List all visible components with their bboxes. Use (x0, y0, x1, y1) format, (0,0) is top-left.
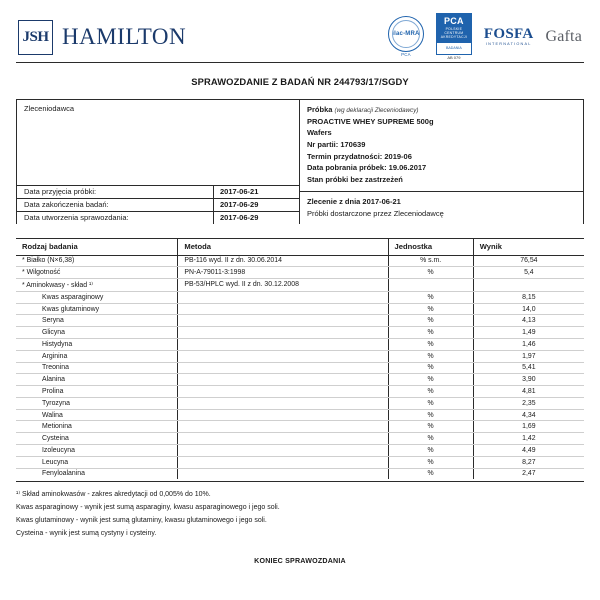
table-row (16, 409, 584, 421)
date-list (17, 185, 299, 224)
pca-accreditation-code: AB 079 (447, 55, 461, 61)
date-label: Data zakończenia badań: (24, 200, 109, 209)
date-row (17, 186, 299, 199)
cell-test: * Białko (N×6,38) (16, 255, 178, 267)
cell-method (178, 291, 388, 303)
cell-unit: % (388, 456, 473, 468)
hamilton-monogram-icon: JSH (18, 20, 53, 55)
date-label: Data utworzenia sprawozdania: (24, 213, 129, 222)
cell-test: Walina (16, 409, 178, 421)
cell-unit: % (388, 350, 473, 362)
table-header-row (16, 238, 584, 255)
date-value: 2017-06-29 (213, 199, 299, 211)
date-value: 2017-06-21 (213, 186, 299, 198)
pca-badge: BADANIA (436, 43, 472, 55)
cell-method: PB-116 wyd. II z dn. 30.06.2014 (178, 255, 388, 267)
sample-line: Termin przydatności: 2019-06 (307, 151, 412, 161)
delivery-line: Próbki dostarczone przez Zleceniodawcę (307, 208, 444, 218)
cell-method (178, 397, 388, 409)
cell-test: Leucyna (16, 456, 178, 468)
cell-method (178, 303, 388, 315)
cell-result: 5,41 (473, 362, 584, 374)
cell-result: 14,0 (473, 303, 584, 315)
date-row (17, 212, 299, 224)
cell-test: * Wilgotność (16, 267, 178, 279)
cell-result: 1,97 (473, 350, 584, 362)
cell-unit: % (388, 303, 473, 315)
ilac-mra-logo (388, 16, 424, 57)
cell-method (178, 386, 388, 398)
cell-result: 5,4 (473, 267, 584, 279)
cell-test: Metionina (16, 421, 178, 433)
client-label: Zleceniodawca (24, 104, 75, 113)
pca-logo (436, 13, 472, 60)
cell-test: Treonina (16, 362, 178, 374)
table-row (16, 291, 584, 303)
table-row (16, 362, 584, 374)
cell-unit: % (388, 421, 473, 433)
cell-method (178, 421, 388, 433)
sample-line: Nr partii: 170639 (307, 140, 366, 149)
pca-label: PCA (443, 16, 464, 26)
column-header-method: Metoda (178, 238, 388, 255)
cell-test: * Aminokwasy - skład ¹⁾ (16, 279, 178, 292)
cell-test: Fenyloalanina (42, 470, 85, 478)
table-row (16, 327, 584, 339)
cell-result: 8,15 (473, 291, 584, 303)
document-header (16, 14, 584, 60)
table-row (16, 315, 584, 327)
cell-test: Glicyna (16, 327, 178, 339)
cell-unit: % (388, 397, 473, 409)
footnote: Kwas glutaminowy - wynik jest sumą glutaminy, kwasu glutaminowego i jego soli. (16, 517, 267, 525)
cell-test: Kwas asparaginowy (16, 291, 178, 303)
cell-result (473, 279, 584, 292)
cell-result: 8,27 (473, 456, 584, 468)
cell-result: 4,34 (473, 409, 584, 421)
sample-panel (300, 100, 583, 224)
cell-unit: % (388, 327, 473, 339)
cell-test: Tyrozyna (16, 397, 178, 409)
cell-test: Cysteina (16, 433, 178, 445)
cell-method (178, 362, 388, 374)
sample-label-note: (wg deklaracji Zleceniodawcy) (334, 107, 419, 114)
cell-unit: % (388, 433, 473, 445)
footnote: Cysteina - wynik jest sumą cystyny i cysteiny. (16, 530, 157, 538)
brand-name: HAMILTON (62, 24, 187, 49)
table-bottom-divider (16, 481, 584, 482)
sample-line: Wafers (307, 128, 332, 138)
cell-unit: % (388, 362, 473, 374)
footnote: Kwas asparaginowy - wynik jest sumą asparaginy, kwasu asparaginowego i jego soli. (16, 504, 280, 512)
cell-method (178, 445, 388, 457)
table-row (16, 468, 584, 479)
cell-unit: % (388, 409, 473, 421)
accreditation-logos (388, 13, 582, 60)
table-row (16, 374, 584, 386)
cell-unit: % (388, 468, 473, 479)
cell-unit: % (388, 386, 473, 398)
ilac-mra-icon: ilac-MRA (388, 16, 424, 52)
cell-result: 2,47 (473, 468, 584, 479)
order-line: Zlecenie z dnia 2017-06-21 (307, 196, 401, 206)
cell-result: 76,54 (473, 255, 584, 267)
pca-sublabel: POLSKIE CENTRUM AKREDYTACJI (440, 26, 468, 39)
cell-test: Izoleucyna (16, 445, 178, 457)
table-row (16, 267, 584, 279)
page-title: SPRAWOZDANIE Z BADAŃ NR 244793/17/SGDY (191, 76, 409, 87)
sample-line: Data pobrania próbek: 19.06.2017 (307, 163, 427, 173)
cell-method (178, 374, 388, 386)
sample-line: Stan próbki bez zastrzeżeń (307, 174, 403, 184)
table-row (16, 350, 584, 362)
table-row (16, 255, 584, 267)
fosfa-name: FOSFA (483, 26, 534, 43)
date-label: Data przyjęcia próbki: (24, 187, 97, 196)
order-details (300, 191, 583, 224)
cell-method (178, 409, 388, 421)
cell-method (178, 338, 388, 350)
table-row (16, 338, 584, 350)
table-row (16, 421, 584, 433)
cell-unit: % (388, 267, 473, 279)
brand-logo (18, 20, 186, 55)
ilac-mra-subtitle: PCA (401, 52, 411, 58)
document-footer: KONIEC SPRAWOZDANIA (254, 557, 346, 566)
cell-result: 4,81 (473, 386, 584, 398)
cell-unit: % (388, 315, 473, 327)
cell-test: Kwas glutaminowy (16, 303, 178, 315)
sample-header (307, 104, 436, 116)
cell-method: PN-A-79011-3:1998 (178, 267, 388, 279)
cell-result: 1,49 (473, 327, 584, 339)
cell-test: Prolina (16, 386, 178, 398)
cell-unit: % (388, 338, 473, 350)
sample-label: Próbka (307, 105, 333, 114)
cell-method (178, 327, 388, 339)
cell-method (178, 350, 388, 362)
header-divider (16, 62, 584, 63)
column-header-result: Wynik (473, 238, 584, 255)
cell-test: Alanina (16, 374, 178, 386)
cell-result: 1,69 (473, 421, 584, 433)
table-row (16, 279, 584, 292)
table-row (16, 386, 584, 398)
table-row (16, 456, 584, 468)
cell-result: 4,13 (473, 315, 584, 327)
cell-unit: % (388, 291, 473, 303)
table-row (16, 303, 584, 315)
table-row (16, 397, 584, 409)
results-body (16, 255, 584, 479)
cell-test: Histydyna (16, 338, 178, 350)
cell-unit: % s.m. (388, 255, 473, 267)
pca-icon (436, 13, 472, 43)
fosfa-subtitle: INTERNATIONAL (485, 42, 532, 47)
cell-result: 2,35 (473, 397, 584, 409)
date-value: 2017-06-29 (213, 212, 299, 224)
date-row (17, 199, 299, 212)
footnotes (16, 489, 584, 541)
table-row (16, 445, 584, 457)
table-row (16, 433, 584, 445)
cell-method (178, 433, 388, 445)
footnote: ¹⁾ Skład aminokwasów - zakres akredytacji od 0,005% do 10%. (16, 491, 211, 499)
column-header-unit: Jednostka (388, 238, 473, 255)
cell-unit (388, 279, 473, 292)
info-block (16, 99, 584, 224)
results-table (16, 238, 584, 480)
gafta-logo: Gafta (545, 28, 582, 45)
cell-unit: % (388, 374, 473, 386)
client-panel (17, 100, 300, 224)
column-header-test: Rodzaj badania (16, 238, 178, 255)
sample-details (300, 100, 442, 191)
sample-line: PROACTIVE WHEY SUPREME 500g (307, 116, 434, 126)
cell-result: 4,49 (473, 445, 584, 457)
cell-result: 1,42 (473, 433, 584, 445)
cell-method (178, 456, 388, 468)
cell-test: Seryna (16, 315, 178, 327)
cell-test: Arginina (16, 350, 178, 362)
cell-method: PB-53/HPLC wyd. II z dn. 30.12.2008 (178, 279, 388, 292)
cell-unit: % (388, 445, 473, 457)
cell-result: 1,46 (473, 338, 584, 350)
fosfa-logo (484, 27, 534, 47)
cell-method (178, 315, 388, 327)
cell-result: 3,90 (473, 374, 584, 386)
cell-method (178, 468, 388, 479)
